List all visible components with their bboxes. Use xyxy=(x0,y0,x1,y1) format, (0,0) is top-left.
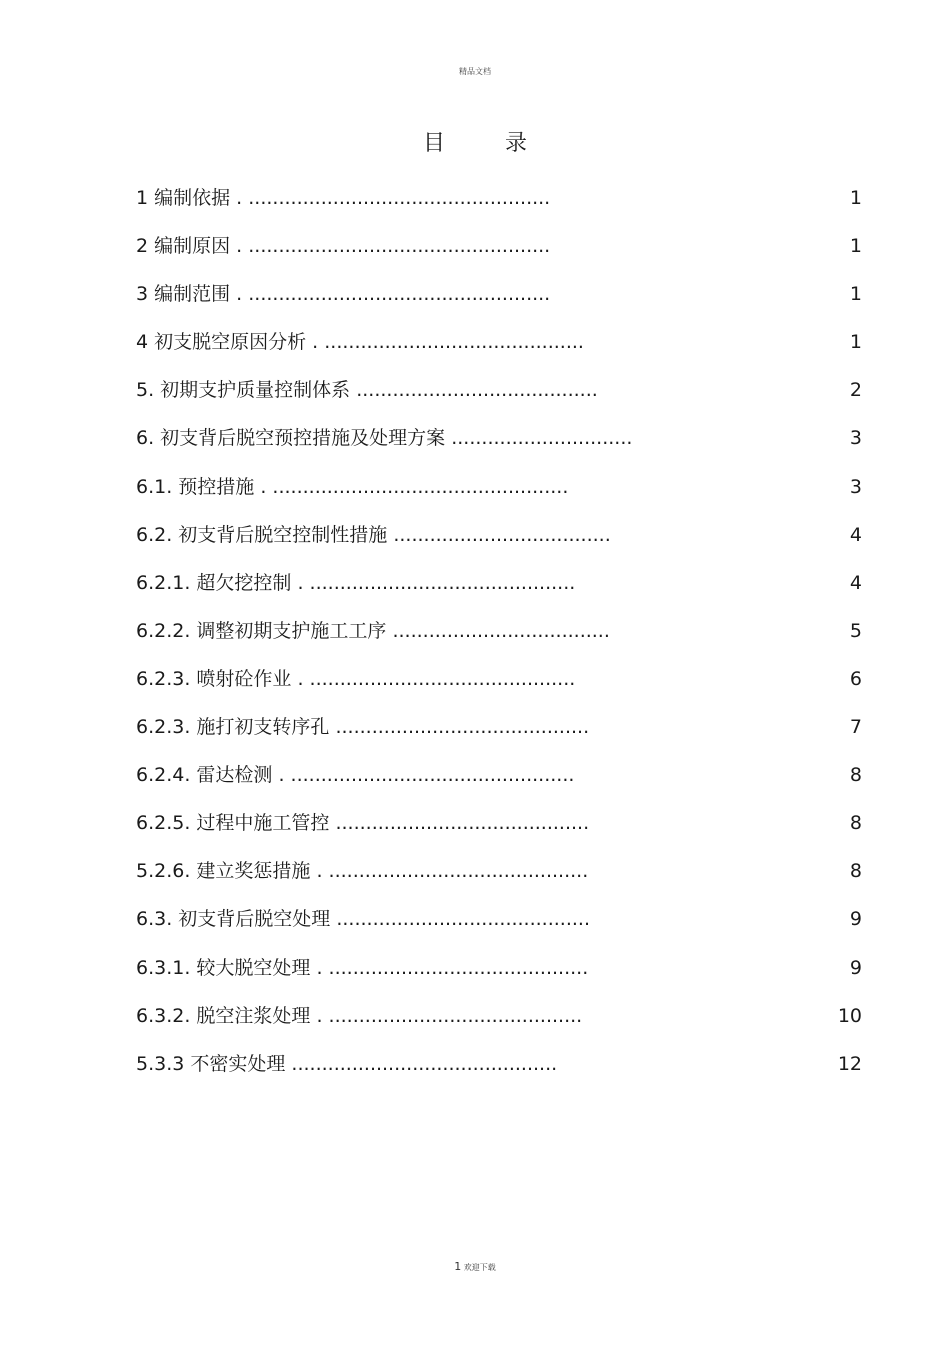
toc-entry-label: 5.2.6. 建立奖惩措施 . ........................................... xyxy=(136,860,589,883)
toc-entry-page: 8 xyxy=(849,764,862,787)
toc-entry-page: 9 xyxy=(849,956,862,979)
toc-entry-page: 4 xyxy=(849,571,862,594)
toc-entry-page: 10 xyxy=(837,1004,862,1027)
toc-entry[interactable] xyxy=(136,755,862,803)
toc-entry-page: 6 xyxy=(849,667,862,690)
toc-entry-label: 6.3. 初支背后脱空处理 .......................................... xyxy=(136,908,590,931)
toc-entry-label: 6.2.3. 喷射砼作业 . ............................................ xyxy=(136,667,576,690)
title-char-2: 录 xyxy=(505,131,528,156)
footer-page-number: 1 xyxy=(454,1260,462,1273)
toc-entry[interactable] xyxy=(136,563,862,611)
toc-entry-page: 8 xyxy=(849,860,862,883)
page-footer xyxy=(0,1260,950,1273)
toc-entry-label: 1 编制依据 . .................................................. xyxy=(136,187,551,209)
toc-entry-page: 1 xyxy=(849,235,862,258)
toc-entry-label: 6.2.4. 雷达检测 . ............................................... xyxy=(136,764,575,787)
toc-entry-label: 6.2.5. 过程中施工管控 .......................................... xyxy=(136,812,590,835)
toc-entry-label: 5. 初期支护质量控制体系 ........................................ xyxy=(136,379,598,402)
toc-entry-label: 6.3.1. 较大脱空处理 . ........................................... xyxy=(136,956,589,979)
toc-entry-page: 12 xyxy=(837,1052,862,1075)
toc-entry-label: 6. 初支背后脱空预控措施及处理方案 .............................. xyxy=(136,427,633,450)
toc-entry-label: 6.2.3. 施打初支转序孔 .......................................... xyxy=(136,716,590,739)
toc-entry-page: 5 xyxy=(849,619,862,642)
toc-entry[interactable] xyxy=(136,226,862,274)
toc-entry[interactable] xyxy=(136,659,862,707)
toc-entry-page: 3 xyxy=(849,475,862,498)
toc-entry-page: 9 xyxy=(849,908,862,931)
page-header: 精品文档 xyxy=(459,67,491,76)
toc-entry-label: 2 编制原因 . .................................................. xyxy=(136,235,551,258)
toc-entry[interactable] xyxy=(136,370,862,418)
toc-entry[interactable] xyxy=(136,467,862,515)
toc-entry[interactable] xyxy=(136,322,862,370)
toc-entry-label: 6.1. 预控措施 . ................................................. xyxy=(136,475,569,498)
toc-entry-page: 1 xyxy=(849,187,862,209)
toc-entry-label: 3 编制范围 . .................................................. xyxy=(136,283,551,306)
toc-entry-label: 6.2.1. 超欠挖控制 . ............................................ xyxy=(136,571,576,594)
footer-text: 欢迎下载 xyxy=(463,1263,496,1272)
toc-entry-label: 5.3.3 不密实处理 ............................................ xyxy=(136,1052,558,1075)
toc-entry[interactable] xyxy=(136,611,862,659)
toc-entry-page: 7 xyxy=(849,716,862,739)
table-of-contents xyxy=(136,178,862,1092)
toc-entry[interactable] xyxy=(136,996,862,1044)
toc-entry[interactable] xyxy=(136,418,862,466)
toc-entry-page: 3 xyxy=(849,427,862,450)
toc-entry[interactable] xyxy=(136,178,862,226)
toc-entry[interactable] xyxy=(136,515,862,563)
toc-entry[interactable] xyxy=(136,948,862,996)
toc-entry[interactable] xyxy=(136,1044,862,1092)
toc-entry-label: 4 初支脱空原因分析 . ........................................... xyxy=(136,331,584,354)
toc-entry[interactable] xyxy=(136,899,862,947)
toc-entry-page: 1 xyxy=(849,283,862,306)
toc-entry-label: 6.2. 初支背后脱空控制性措施 .................................... xyxy=(136,523,611,546)
toc-title xyxy=(0,126,950,157)
toc-entry-label: 6.2.2. 调整初期支护施工工序 .................................... xyxy=(136,619,610,642)
toc-entry[interactable] xyxy=(136,274,862,322)
toc-entry[interactable] xyxy=(136,707,862,755)
toc-entry-page: 8 xyxy=(849,812,862,835)
toc-entry[interactable] xyxy=(136,851,862,899)
toc-entry-page: 4 xyxy=(849,523,862,546)
toc-entry-page: 2 xyxy=(849,379,862,402)
toc-entry-page: 1 xyxy=(849,331,862,354)
title-char-1: 目 xyxy=(422,131,445,156)
toc-entry[interactable] xyxy=(136,803,862,851)
toc-entry-label: 6.3.2. 脱空注浆处理 . .......................................... xyxy=(136,1004,583,1027)
